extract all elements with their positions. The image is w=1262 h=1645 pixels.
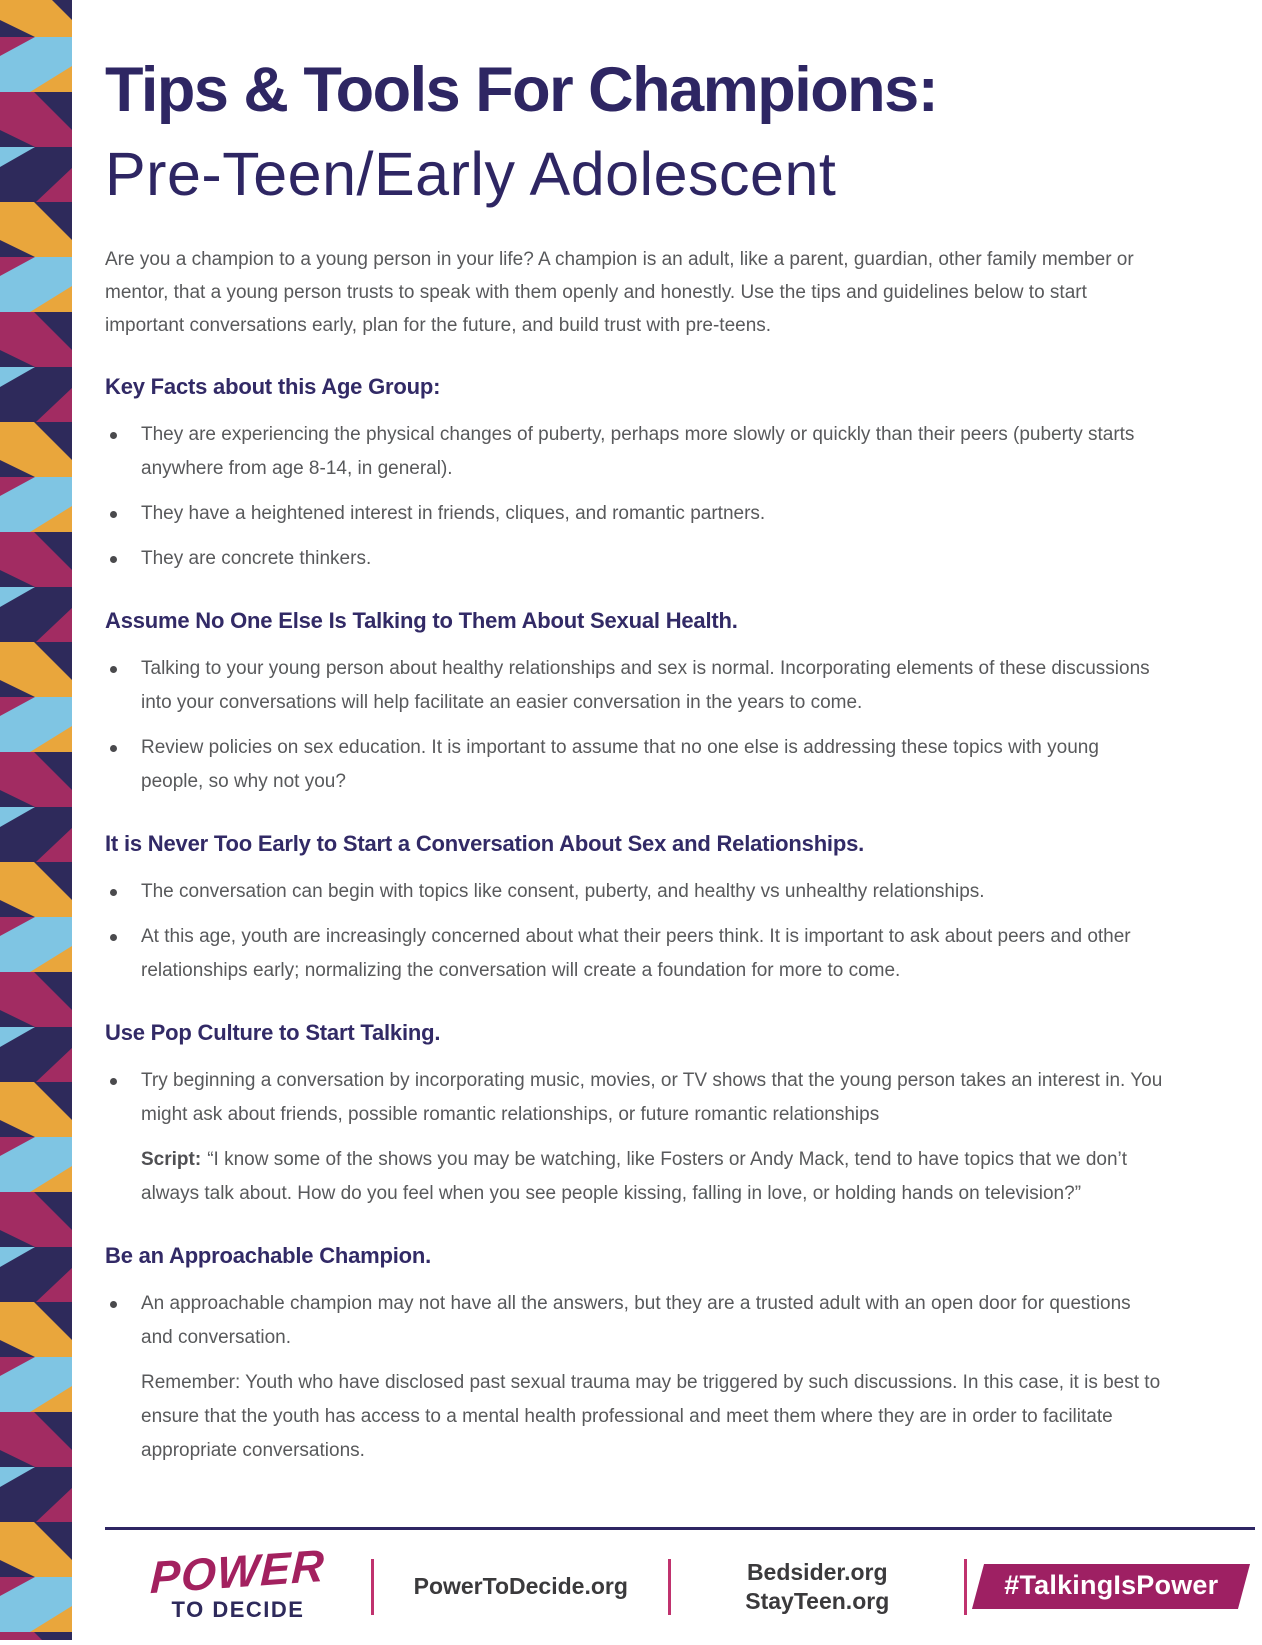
bullet-item: [105, 542, 1165, 576]
badge-column: [967, 1564, 1255, 1609]
hashtag-text: #TalkingIsPower: [1004, 1570, 1219, 1601]
bullet-text: At this age, youth are increasingly concerned about what their peers think. It is important to ask about peers and other relationships early; normalizing the conversation will create a foundation for more to come.: [141, 925, 1131, 981]
power-to-decide-logo: [105, 1539, 371, 1623]
bullet-marker: [110, 745, 117, 752]
logo-to-decide-text: TO DECIDE: [171, 1596, 305, 1622]
section-heading: Assume No One Else Is Talking to Them About Sexual Health.: [105, 607, 738, 633]
chevron-pattern-svg: [0, 0, 72, 1640]
bullet-item: [105, 1064, 1165, 1132]
footer-row: [105, 1539, 1255, 1623]
bedsider-link[interactable]: Bedsider.org: [746, 1558, 888, 1585]
bullet-marker: [110, 666, 117, 673]
bullet-marker: [110, 1078, 117, 1085]
section-pop-culture: [105, 1019, 1165, 1211]
page-title: Tips & Tools For Champions:: [105, 55, 938, 125]
bullet-list: [105, 418, 1165, 576]
script-text: “I know some of the shows you may be watching, like Fosters or Andy Mack, tend to have topics that we don’t always talk about. How do you feel when you see people kissing, falling in love, or holding hands on television?”: [141, 1148, 1128, 1204]
bullet-text: They have a heightened interest in friends, cliques, and romantic partners.: [141, 502, 766, 524]
page-footer: [105, 1527, 1257, 1623]
section-heading: It is Never Too Early to Start a Conversation About Sex and Relationships.: [105, 830, 865, 856]
stayteen-link[interactable]: StayTeen.org: [745, 1587, 890, 1614]
bullet-item: [105, 1287, 1165, 1355]
powertodecide-link[interactable]: PowerToDecide.org: [413, 1573, 628, 1600]
script-label: Script:: [141, 1148, 202, 1170]
bullet-text: They are experiencing the physical changes of puberty, perhaps more slowly or quickly than their peers (puberty starts anywhere from age 8-14, in general).: [141, 423, 1135, 479]
page-subtitle: Pre-Teen/Early Adolescent: [105, 140, 837, 209]
bullet-text: Talking to your young person about healthy relationships and sex is normal. Incorporating elements of these discussions into your conversations will help facilitate an easier conversation in the years to come.: [141, 657, 1150, 713]
bullet-text: An approachable champion may not have all the answers, but they are a trusted adult with an open door for questions and conversation.: [141, 1292, 1131, 1348]
footer-links-stack: [671, 1558, 965, 1616]
bullet-list: [105, 1064, 1165, 1132]
bullet-marker: [110, 1301, 117, 1308]
bullet-item: [105, 652, 1165, 720]
decorative-chevron-sidebar: [0, 0, 72, 1640]
bullet-item: [105, 731, 1165, 799]
bullet-text: The conversation can begin with topics like consent, puberty, and healthy vs unhealthy relationships.: [141, 880, 985, 902]
bullet-text: Try beginning a conversation by incorporating music, movies, or TV shows that the young person takes an interest in. You might ask about friends, possible romantic relationships, or future romantic relationships: [141, 1069, 1163, 1125]
logo-power-text: POWER: [149, 1539, 327, 1604]
intro-paragraph: Are you a champion to a young person in your life? A champion is an adult, like a parent, guardian, other family member or mentor, that a young person trusts to speak with them openly and honestly. Use the tips and guidelines below to start important conversations early, plan for the future, and build trust with pre-teens.: [105, 248, 1134, 336]
section-assume-no-one: [105, 607, 1165, 799]
bullet-marker: [110, 432, 117, 439]
bullet-list: [105, 652, 1165, 799]
bullet-list: [105, 1287, 1165, 1355]
bullet-list: [105, 875, 1165, 988]
bullet-marker: [110, 934, 117, 941]
section-heading: Key Facts about this Age Group:: [105, 373, 441, 399]
bullet-text: Review policies on sex education. It is important to assume that no one else is addressing these topics with young people, so why not you?: [141, 736, 1099, 792]
bullet-text: They are concrete thinkers.: [141, 547, 372, 569]
remember-paragraph: Remember: Youth who have disclosed past sexual trauma may be triggered by such discussions. In this case, it is best to ensure that the youth has access to a mental health professional and meet them where they are in order to facilitate appropriate conversations.: [141, 1371, 1161, 1461]
bullet-marker: [110, 511, 117, 518]
bullet-marker: [110, 556, 117, 563]
bullet-marker: [110, 889, 117, 896]
footer-rule: [105, 1527, 1255, 1530]
bullet-item: [105, 875, 1165, 909]
bullet-item: [105, 920, 1165, 988]
section-heading: Be an Approachable Champion.: [105, 1242, 432, 1268]
section-never-too-early: [105, 830, 1165, 988]
bullet-item: [105, 497, 1165, 531]
section-approachable-champion: [105, 1242, 1165, 1468]
section-heading: Use Pop Culture to Start Talking.: [105, 1019, 441, 1045]
document-content: [105, 55, 1165, 1479]
script-paragraph: [141, 1143, 1165, 1211]
footer-link-col: [374, 1572, 668, 1601]
talking-is-power-badge: [972, 1564, 1250, 1609]
section-key-facts: [105, 373, 1165, 576]
bullet-item: [105, 418, 1165, 486]
